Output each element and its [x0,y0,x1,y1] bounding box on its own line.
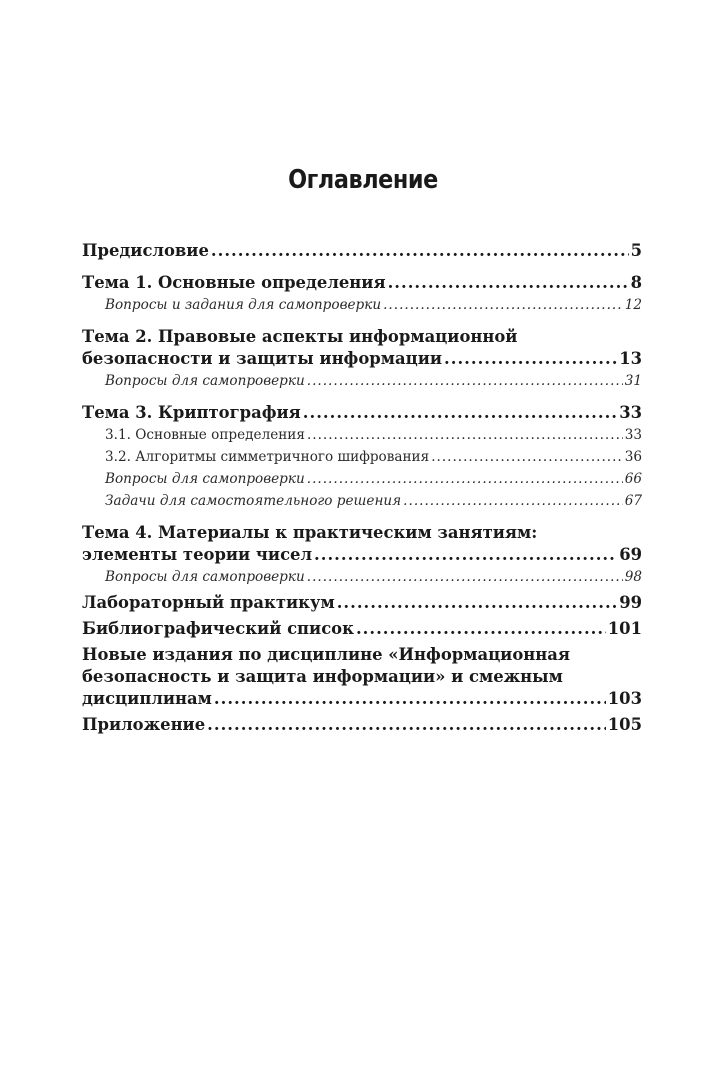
toc-page-number: 31 [624,373,642,389]
page-title: Оглавление [288,165,438,195]
toc-entry-lab[interactable] [82,592,642,614]
toc-entry-label: безопасности и защиты информации [82,349,443,368]
toc-page-number: 12 [624,297,642,313]
toc-subentry-topic-1-questions[interactable] [82,294,642,316]
toc-entry-label: Тема 3. Криптография [82,403,301,422]
toc-page-number: 101 [607,619,642,638]
toc-page-number: 5 [630,241,642,260]
dot-leader [356,618,606,640]
dot-leader [307,566,623,588]
toc-page-number: 103 [607,689,642,708]
dot-leader [337,592,617,614]
toc-page-number: 33 [624,427,642,443]
table-of-contents [82,240,642,736]
toc-subentry-topic-3-questions[interactable] [82,468,642,490]
toc-page-number: 8 [630,273,642,292]
toc-page-number: 105 [607,715,642,734]
toc-subentry-3-1[interactable] [82,424,642,446]
toc-entry-new-editions[interactable] [82,688,642,710]
toc-entry-bibliography[interactable] [82,618,642,640]
toc-entry-new-editions-line-2[interactable]: безопасность и защита информации» и смежным [82,667,563,686]
dot-leader [307,424,623,446]
toc-page-number: 33 [619,403,642,422]
toc-entry-label: Вопросы и задания для самопроверки [105,297,382,313]
toc-entry-label: элементы теории чисел [82,545,313,564]
toc-entry-label: 3.1. Основные определения [105,427,305,443]
dot-leader [403,490,623,512]
toc-page-number: 66 [624,471,642,487]
dot-leader [211,240,629,262]
toc-entry-label: 3.2. Алгоритмы симметричного шифрования [105,449,430,465]
toc-entry-label: Предисловие [82,241,209,260]
toc-subentry-3-2[interactable] [82,446,642,468]
toc-entry-label: Тема 1. Основные определения [82,273,386,292]
toc-subentry-topic-3-tasks[interactable] [82,490,642,512]
dot-leader [444,348,617,370]
dot-leader [307,370,623,392]
toc-page-number: 69 [619,545,642,564]
toc-subentry-topic-2-questions[interactable] [82,370,642,392]
dot-leader [307,468,623,490]
toc-entry-topic-4-line-1[interactable]: Тема 4. Материалы к практическим занятиям: [82,523,538,542]
dot-leader [383,294,623,316]
toc-entry-label: дисциплинам [82,689,212,708]
toc-entry-label: Приложение [82,715,206,734]
dot-leader [314,544,617,566]
toc-page-number: 99 [619,593,642,612]
dot-leader [214,688,606,710]
toc-entry-new-editions-line-1[interactable]: Новые издания по дисциплине «Информационная [82,645,570,664]
toc-entry-label: Задачи для самостоятельного решения [105,493,402,509]
toc-page-number: 13 [619,349,642,368]
toc-entry-topic-2-line-1[interactable]: Тема 2. Правовые аспекты информационной [82,327,518,346]
toc-entry-label: Лабораторный практикум [82,593,335,612]
dot-leader [207,714,606,736]
dot-leader [303,402,617,424]
toc-entry-label: Вопросы для самопроверки [105,471,305,487]
toc-subentry-topic-4-questions[interactable] [82,566,642,588]
toc-entry-topic-3[interactable] [82,402,642,424]
toc-page-number: 67 [624,493,642,509]
toc-entry-preface[interactable] [82,240,642,262]
toc-entry-appendix[interactable] [82,714,642,736]
toc-entry-topic-1[interactable] [82,272,642,294]
toc-entry-label: Вопросы для самопроверки [105,569,305,585]
toc-entry-label: Библиографический список [82,619,354,638]
dot-leader [431,446,623,468]
toc-entry-topic-2[interactable] [82,348,642,370]
toc-page-number: 98 [624,569,642,585]
toc-entry-topic-4[interactable] [82,544,642,566]
dot-leader [388,272,629,294]
toc-page-number: 36 [624,449,642,465]
toc-entry-label: Вопросы для самопроверки [105,373,305,389]
